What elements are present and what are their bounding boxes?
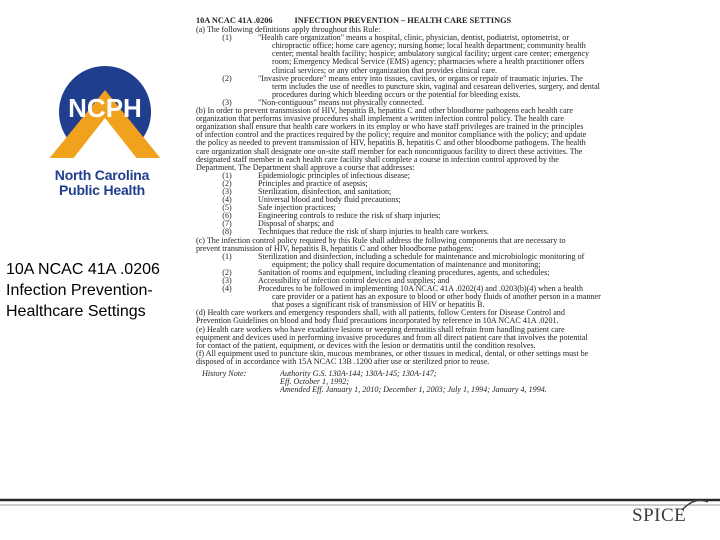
rule-list-item	[196, 277, 720, 285]
rule-list-item	[196, 204, 720, 212]
list-item-number: (7)	[222, 219, 232, 229]
title-line: 10A NCAC 41A .0206	[6, 261, 160, 278]
history-line	[196, 386, 720, 394]
rule-paragraph-line: Prevention Guidelines on blood and body fluid precautions incorporated by reference in 10A NCAC 41A .0201.	[196, 317, 559, 326]
list-item-number: (1)	[222, 251, 232, 261]
list-item-text: Sanitation of rooms and equipment, including cleaning procedures, agents, and schedules;	[258, 268, 550, 277]
rule-list-item	[196, 220, 720, 228]
logo-line-1: North Carolina	[54, 167, 150, 183]
list-item-text: Procedures to be followed in implementing 10A NCAC 41A .0202(4) and .0203(b)(4) when a health	[258, 285, 584, 294]
rule-list-item	[196, 285, 720, 293]
rule-paragraph-line: care organization shall designate one on-site staff member for each noncontiguous facility to direct these activities. The	[196, 147, 583, 156]
logo-line-2: Public Health	[58, 182, 146, 198]
rule-continuation-line: that poses a significant risk of transmission of HIV or hepatitis B.	[272, 301, 485, 310]
rule-paragraph-line: (d) Health care workers and emergency responders shall, with all patients, follow Centers for Disease Control and	[196, 309, 565, 318]
history-label: History Note:	[202, 369, 247, 379]
rule-paragraph-line: designated staff member in each health care facility shall complete a course in infection control approved by the	[196, 155, 559, 164]
rule-paragraph-line: prevent transmission of HIV, hepatitis B, hepatitis C and other bloodborne pathogens:	[196, 244, 474, 253]
list-item-number: (3)	[222, 186, 232, 196]
list-item-text: Disposal of sharps; and	[258, 220, 334, 229]
history-text: Amended Eff. January 1, 2010; December 1, 2003; July 1, 1994; January 4, 1994.	[280, 386, 547, 395]
rule-list-item	[196, 212, 720, 220]
list-item-number: (2)	[222, 178, 232, 188]
list-item-text: "Non-contiguous" means not physically connected.	[258, 98, 424, 107]
list-item-text: Engineering controls to reduce the risk of sharp injuries;	[258, 212, 441, 221]
title-line: Healthcare Settings	[6, 303, 146, 320]
history-text: Eff. October 1, 1992;	[280, 378, 350, 387]
rule-list-item	[196, 34, 720, 42]
list-item-number: (3)	[222, 276, 232, 285]
list-item-number: (8)	[222, 227, 232, 237]
rule-list-item	[196, 172, 720, 180]
rule-list-item	[196, 75, 720, 83]
rule-list-item	[196, 180, 720, 188]
rule-continuation-line: center; mental health facility; hospice; ambulatory surgical facility; urgent care center; emergency	[272, 50, 590, 59]
footer-bar	[0, 498, 720, 540]
list-item-number: (4)	[222, 284, 232, 294]
list-item-number: (1)	[222, 170, 232, 180]
rule-paragraph-line: (a) The following definitions apply throughout this Rule:	[196, 26, 381, 35]
logo-acronym: NCPH	[68, 93, 142, 123]
rule-continuation-line: care provider or a patient has an exposure to blood or other body fluids of another person in a manner	[272, 293, 601, 302]
list-item-number: (6)	[222, 211, 232, 221]
list-item-number: (2)	[222, 267, 232, 277]
list-item-text: Safe injection practices;	[258, 204, 336, 213]
rule-list-item	[196, 269, 720, 277]
rule-heading: INFECTION PREVENTION – HEALTH CARE SETTINGS	[294, 17, 512, 25]
history-line	[196, 378, 720, 386]
rule-paragraph-line: organization that performs invasive procedures shall implement a written infection control policy. The health care	[196, 115, 564, 124]
rule-paragraph-line: Department. The Department shall approve a course that addresses:	[196, 163, 415, 172]
rule-list-item	[196, 253, 720, 261]
rule-list-item	[196, 228, 720, 236]
list-item-text: "Invasive procedure" means entry into tissues, cavities, or organs or repair of traumatic injuries. The	[258, 74, 583, 83]
rule-continuation-line: room; Emergency Medical Service (EMS) agency; pharmacies where a health practitioner offers	[272, 58, 585, 67]
history-note	[196, 370, 720, 394]
rule-continuation-line: term includes the use of needles to puncture skin, vaginal and cesarean deliveries, surgery, and dental	[272, 82, 600, 91]
list-item-number: (3)	[222, 97, 232, 107]
list-item-number: (4)	[222, 195, 232, 205]
spice-brand: SPICE	[632, 505, 687, 526]
list-item-text: "Health care organization" means a hospital, clinic, physician, dentist, podiatrist, optometrist, or	[258, 34, 570, 43]
rule-continuation-line: chiropractic office; home care agency; nursing home; local health department; community health	[272, 42, 586, 51]
rule-header	[196, 17, 720, 25]
rule-paragraph-line: equipment and devices used in performing invasive procedures and from all direct patient care that involves the potential	[196, 333, 588, 342]
rule-paragraph-line: (c) The infection control policy required by this Rule shall address the following components that are necessary to	[196, 236, 566, 245]
rule-continuation-line: equipment; the policy shall require documentation of maintenance and monitoring;	[272, 260, 541, 269]
list-item-number: (5)	[222, 203, 232, 213]
logo-wordmark	[22, 168, 182, 198]
rule-citation: 10A NCAC 41A .0206	[196, 17, 273, 25]
rule-paragraph-line: the policy as needed to prevent transmission of HIV, hepatitis B, hepatitis C and other bloodborne pathogens. The health	[196, 139, 586, 148]
rule-document	[196, 17, 720, 457]
list-item-number: (2)	[222, 73, 232, 83]
rule-paragraph-line: of infection control and the practices required by the policy; require and monitor compliance with the policy; and update	[196, 131, 587, 140]
rule-paragraph-line: disposed of in accordance with 15A NCAC 13B .1200 after use or sterilized prior to reuse.	[196, 357, 490, 366]
rule-body	[196, 26, 720, 366]
rule-list-item	[196, 196, 720, 204]
rule-continuation-line: clinical services; or any other organization that provides clinical care.	[272, 66, 498, 75]
history-text: Authority G.S. 130A-144; 130A-145; 130A-147;	[280, 370, 437, 379]
rule-list-item	[196, 99, 720, 107]
spice-logo-icon	[680, 496, 710, 512]
rule-paragraph-line: (e) Health care workers who have exudative lesions or weeping dermatitis shall refrain from handling patient care	[196, 325, 565, 334]
list-item-text: Principles and practice of asepsis;	[258, 179, 368, 188]
rule-list-item	[196, 188, 720, 196]
list-item-text: Accessibility of infection control devices and supplies; and	[258, 277, 450, 285]
list-item-text: Universal blood and body fluid precautions;	[258, 196, 401, 205]
ncph-logo-icon	[30, 60, 180, 170]
slide-title	[6, 259, 186, 322]
list-item-text: Sterilization and disinfection, including a schedule for maintenance and microbiologic monitoring of	[258, 252, 585, 261]
title-line: Infection Prevention-	[6, 282, 153, 299]
rule-paragraph-line: (f) All equipment used to puncture skin, mucous membranes, or other tissues in medical, dental, or other settings must be	[196, 349, 589, 358]
rule-paragraph-line: for contact of the patient, equipment, or devices with the lesion or dermatitis until the condition resolves.	[196, 341, 536, 350]
rule-paragraph-line: organization shall ensure that health care workers in its employ or who have staff privileges are trained in the principles	[196, 123, 584, 132]
history-line	[196, 370, 720, 378]
rule-continuation-line: procedures during which bleeding occurs or the potential for bleeding exists.	[272, 90, 521, 99]
list-item-number: (1)	[222, 33, 232, 43]
list-item-text: Techniques that reduce the risk of sharp injuries to health care workers.	[258, 228, 489, 237]
rule-paragraph-line: (b) In order to prevent transmission of HIV, hepatitis B, hepatitis C and other bloodborne pathogens each health care	[196, 107, 574, 116]
list-item-text: Epidemiologic principles of infectious disease;	[258, 171, 410, 180]
list-item-text: Sterilization, disinfection, and sanitation;	[258, 187, 392, 196]
